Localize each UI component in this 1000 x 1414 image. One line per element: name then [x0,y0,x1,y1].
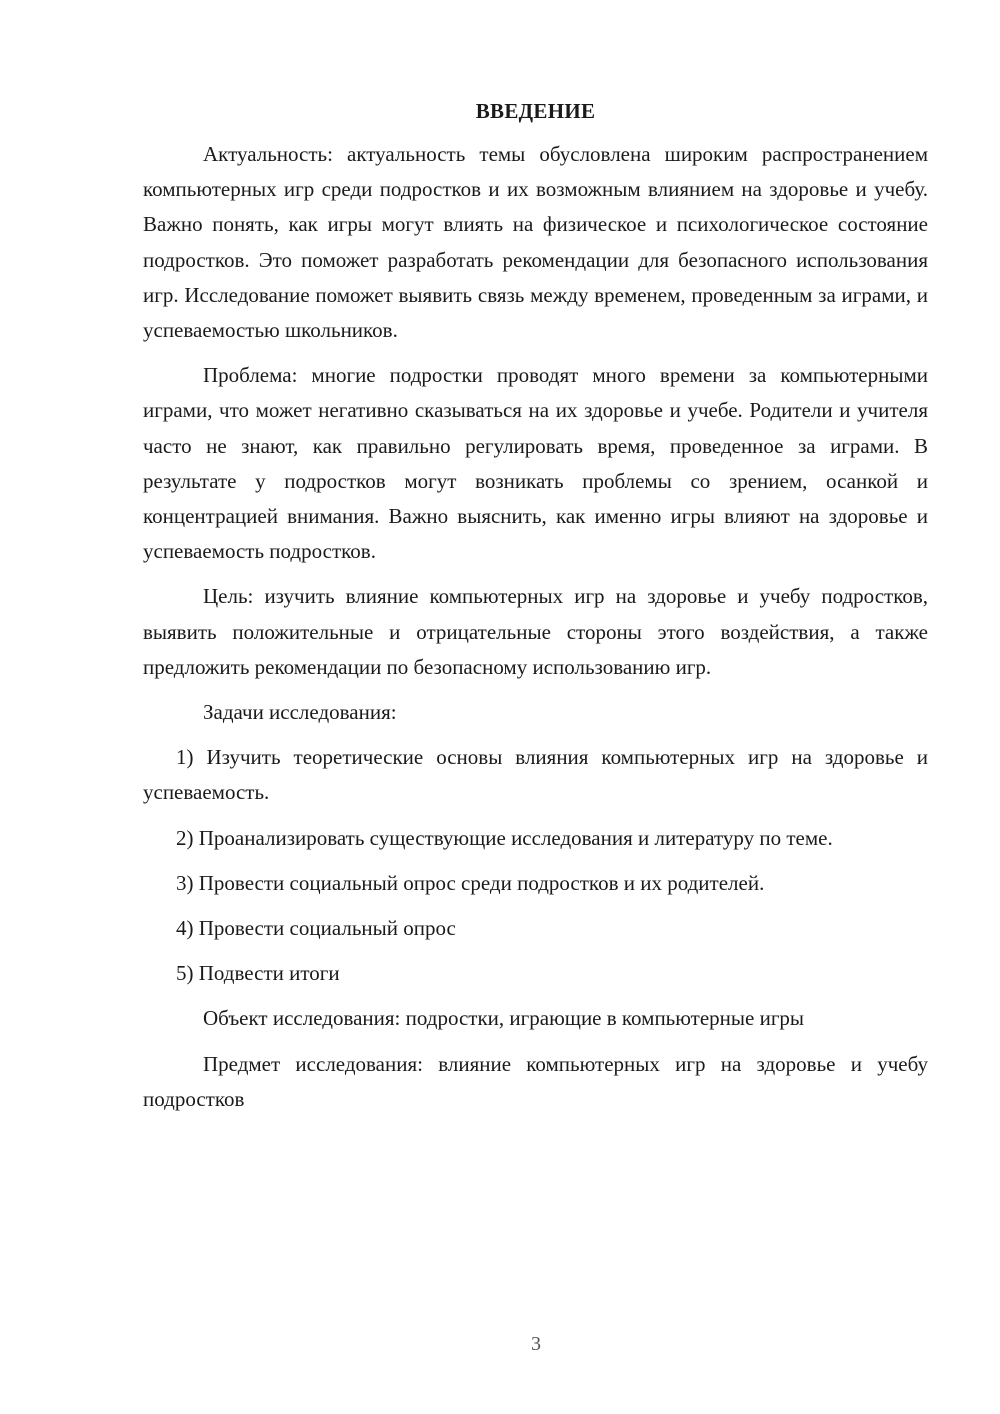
task-item-5: 5) Подвести итоги [176,961,340,986]
relevance-paragraph: Актуальность: актуальность темы обусловлена широким распространением компьютерных игр среди подростков и их возможным влиянием на здоровье и учебу. Важно понять, как игры могут влиять на физическое и психологическое состояние подростков. Это поможет разработать рекомендации для безопасного использования игр. Исследование поможет выявить связь между временем, проведенным за играми, и успеваемостью школьников. [143,142,928,343]
task-item-4: 4) Провести социальный опрос [176,916,456,941]
problem-paragraph: Проблема: многие подростки проводят много времени за компьютерными играми, что может негативно сказываться на их здоровье и учебе. Родители и учителя часто не знают, как правильно регулировать время, проведенное за играми. В результате у подростков могут возникать проблемы со зрением, осанкой и концентрацией внимания. Важно выяснить, как именно игры влияют на здоровье и успеваемость подростков. [143,363,928,564]
task-item-2: 2) Проанализировать существующие исследования и литературу по теме. [176,825,833,850]
task-item-3: 3) Провести социальный опрос среди подростков и их родителей. [176,870,765,895]
research-object-paragraph: Объект исследования: подростки, играющие в компьютерные игры [203,1006,805,1031]
page-content [143,94,928,1127]
tasks-heading: Задачи исследования: [203,700,397,725]
page-number: 3 [531,1333,541,1355]
goal-paragraph: Цель: изучить влияние компьютерных игр на здоровье и учебу подростков, выявить положительные и отрицательные стороны этого воздействия, а также предложить рекомендации по безопасному использованию игр. [143,584,928,679]
section-title: ВВЕДЕНИЕ [475,99,596,123]
research-subject-paragraph: Предмет исследования: влияние компьютерных игр на здоровье и учебу подростков [143,1051,928,1111]
task-item-1: 1) Изучить теоретические основы влияния компьютерных игр на здоровье и успеваемость. [143,745,928,805]
